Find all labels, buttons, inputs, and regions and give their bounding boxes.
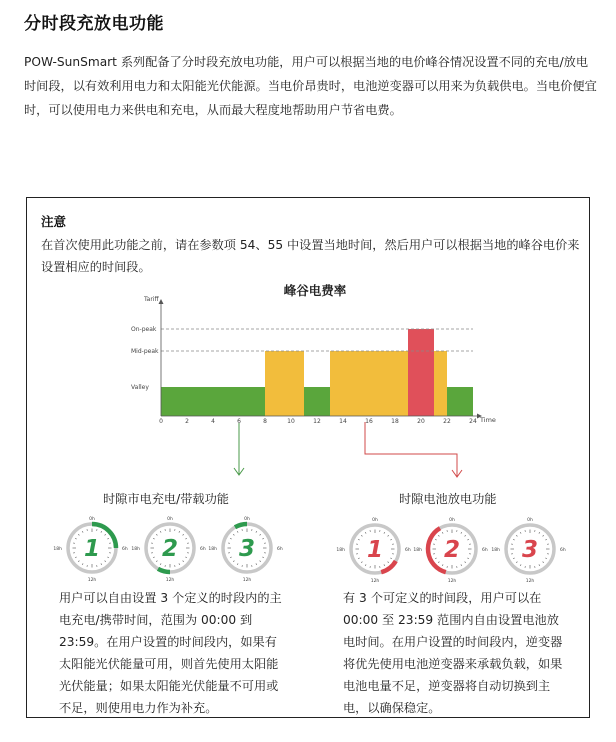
tariff-chart (27, 198, 589, 488)
intro-paragraph: POW-SunSmart 系列配备了分时段充放电功能，用户可以根据当地的电价峰谷情况设置不同的充电/放电时间段，以有效利用电力和太阳能光伏能源。当电价昂贵时，电池逆变器可以用来为负载供电。当电价便宜时，可以使用电力来供电和充电，从而最大程度地帮助用户节省电费。 (24, 55, 597, 117)
y-axis-arrow (159, 299, 164, 304)
clock-hour-label: 6h (277, 547, 283, 552)
clock-hour-label: 6h (122, 547, 128, 552)
clock-number: 1 (83, 536, 101, 562)
clock-hour-label: 18h (208, 547, 217, 552)
discharge-description: 有 3 个可定义的时间段，用户可以在 00:00 至 23:59 范围内自由设置电池放电时间。在用户设置的时间段内，逆变器将优先使用电池逆变器来承载负载，如果电池电量不足，逆变器将自动切换到主电，以确保稳定。 (343, 591, 563, 715)
time-slot-clock-2 (413, 518, 488, 584)
time-slot-clock-3 (208, 517, 283, 583)
x-tick-label: 2 (185, 418, 189, 425)
x-tick-label: 18 (391, 418, 399, 425)
clock-hour-label: 18h (131, 547, 140, 552)
clock-hour-label: 18h (53, 547, 62, 552)
tariff-bar (265, 351, 304, 416)
time-slot-clock-1 (53, 517, 128, 583)
note-label: 注意 (41, 214, 67, 229)
clock-hour-label: 0h (372, 518, 378, 523)
charge-section-title: 时隙市电充电/带载功能 (103, 492, 229, 506)
x-tick-label: 16 (365, 418, 373, 425)
x-axis-label: Time (480, 416, 496, 424)
clock-hour-label: 0h (527, 518, 533, 523)
x-tick-label: 8 (263, 418, 267, 425)
tariff-bar (161, 387, 265, 416)
y-level-label: On-peak (131, 326, 157, 333)
clock-hour-label: 6h (405, 548, 411, 553)
clock-hour-label: 12h (242, 578, 252, 583)
x-tick-label: 20 (417, 418, 425, 425)
tariff-bar (434, 351, 447, 416)
clock-hour-label: 6h (200, 547, 206, 552)
x-tick-label: 0 (159, 418, 163, 425)
x-tick-label: 14 (339, 418, 347, 425)
tariff-bar (330, 351, 408, 416)
note-text: 在首次使用此功能之前，请在参数项 54、55 中设置当地时间，然后用户可以根据当地的峰谷电价来设置相应的时间段。 (41, 238, 580, 274)
clock-hour-label: 12h (87, 578, 97, 583)
clock-number: 2 (443, 537, 461, 563)
y-level-label: Valley (131, 384, 149, 391)
page-title: 分时段充放电功能 (24, 14, 164, 34)
time-slot-clock-2 (131, 517, 206, 583)
note-box (26, 197, 590, 718)
clock-hour-label: 12h (370, 579, 380, 584)
clock-hour-label: 18h (491, 548, 500, 553)
y-axis-label: Tariff (144, 296, 159, 303)
x-tick-label: 22 (443, 418, 451, 425)
tariff-bar (304, 387, 330, 416)
x-tick-label: 4 (211, 418, 215, 425)
discharge-connector-line (365, 422, 457, 477)
y-level-label: Mid-peak (131, 348, 159, 355)
clock-hour-label: 12h (447, 579, 457, 584)
clock-hour-label: 6h (560, 548, 566, 553)
discharge-section-title: 时隙电池放电功能 (399, 492, 497, 506)
clock-hour-label: 0h (89, 517, 95, 522)
tariff-bar (408, 329, 434, 416)
clock-number: 2 (161, 536, 179, 562)
clock-hour-label: 0h (449, 518, 455, 523)
clock-hour-label: 6h (482, 548, 488, 553)
time-slot-clock-3 (491, 518, 566, 584)
clock-number: 3 (521, 537, 539, 563)
time-slot-clock-1 (336, 518, 411, 584)
tariff-bar (447, 387, 473, 416)
x-tick-label: 24 (469, 418, 477, 425)
clock-hour-label: 18h (336, 548, 345, 553)
clock-hour-label: 12h (525, 579, 535, 584)
clock-hour-label: 18h (413, 548, 422, 553)
chart-title: 峰谷电费率 (283, 283, 347, 298)
clock-hour-label: 0h (244, 517, 250, 522)
charge-description: 用户可以自由设置 3 个定义的时段内的主电充电/携带时间，范围为 00:00 到 23:59。在用户设置的时间段内，如果有太阳能光伏能量可用，则首先使用太阳能光伏能量；如果太阳能光伏能量不可用或不足，则使用电力作为补充。 (59, 591, 282, 715)
clock-number: 1 (366, 537, 384, 563)
x-tick-label: 12 (313, 418, 321, 425)
clock-hour-label: 0h (167, 517, 173, 522)
clock-number: 3 (238, 536, 256, 562)
clock-hour-label: 12h (165, 578, 175, 583)
x-tick-label: 6 (237, 418, 241, 425)
x-tick-label: 10 (287, 418, 295, 425)
